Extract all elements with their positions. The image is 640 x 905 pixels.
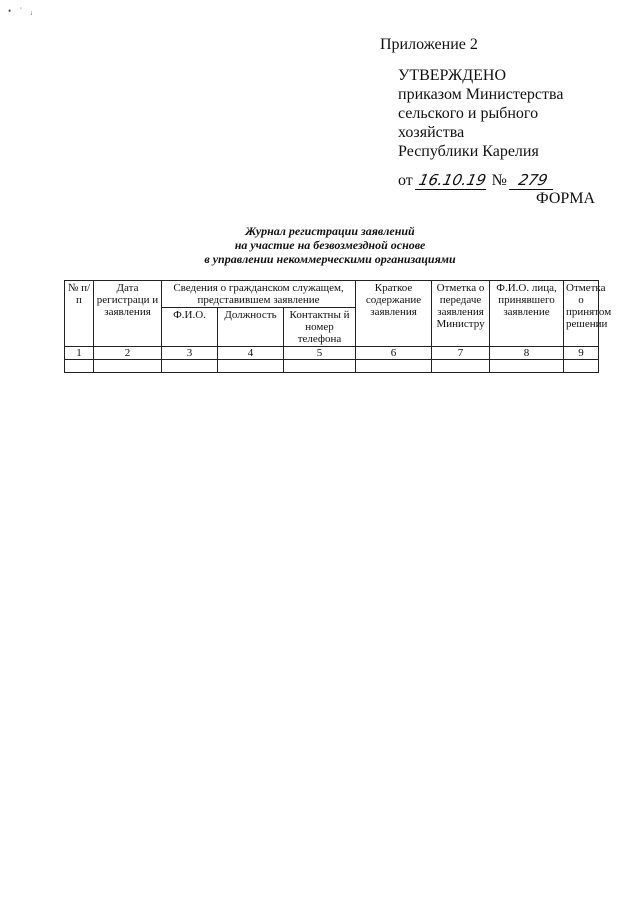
- order-prefix: от: [398, 172, 413, 189]
- appendix-label: Приложение 2: [380, 36, 478, 53]
- header-row: [65, 281, 599, 308]
- header-fio: Ф.И.О.: [162, 308, 218, 347]
- column-number: 6: [356, 347, 432, 360]
- empty-cell: [94, 360, 162, 373]
- column-number: 9: [564, 347, 599, 360]
- empty-row: [65, 360, 599, 373]
- column-number: 3: [162, 347, 218, 360]
- empty-cell: [162, 360, 218, 373]
- column-number: 5: [284, 347, 356, 360]
- approval-line: Республики Карелия: [398, 143, 539, 160]
- title-line: в управлении некоммерческими организациями: [204, 252, 456, 266]
- approval-line: сельского и рыбного: [398, 105, 539, 122]
- order-date: 16.10.19: [415, 171, 490, 190]
- title-line: на участие на безвозмездной основе: [234, 238, 426, 252]
- form-label: ФОРМА: [536, 190, 596, 207]
- order-number: 279: [509, 171, 557, 190]
- approval-line: хозяйства: [398, 124, 465, 141]
- empty-cell: [356, 360, 432, 373]
- journal-table: [64, 280, 612, 373]
- order-number-label: №: [491, 172, 507, 189]
- approval-block: [398, 66, 563, 161]
- header-info-group: Сведения о гражданском служащем, представившем заявление: [162, 281, 356, 308]
- column-number-row: [65, 347, 599, 360]
- approval-line: приказом Министерства: [398, 86, 564, 103]
- column-number: 2: [94, 347, 162, 360]
- empty-cell: [284, 360, 356, 373]
- header-num: № п/п: [65, 281, 94, 347]
- column-number: 4: [218, 347, 284, 360]
- header-position: Должность: [218, 308, 284, 347]
- empty-cell: [65, 360, 94, 373]
- empty-cell: [490, 360, 564, 373]
- order-date-line: [398, 171, 555, 190]
- header-receiver: Ф.И.О. лица, принявшего заявление: [490, 281, 564, 347]
- header-summary: Краткое содержание заявления: [356, 281, 432, 347]
- header-decision: Отметка о принятом решении: [564, 281, 599, 347]
- header-contact: Контактны й номер телефона: [284, 308, 356, 347]
- header-transfer: Отметка о передаче заявления Министру: [432, 281, 490, 347]
- column-number: 8: [490, 347, 564, 360]
- journal-title: [100, 224, 560, 266]
- empty-cell: [218, 360, 284, 373]
- empty-cell: [564, 360, 599, 373]
- column-number: 7: [432, 347, 490, 360]
- column-number: 1: [65, 347, 94, 360]
- scan-marks: • ˙ ᵢ: [8, 6, 36, 16]
- header-date: Дата регистраци и заявления: [94, 281, 162, 347]
- title-line: Журнал регистрации заявлений: [245, 224, 415, 238]
- empty-cell: [432, 360, 490, 373]
- approval-heading: УТВЕРЖДЕНО: [398, 67, 507, 84]
